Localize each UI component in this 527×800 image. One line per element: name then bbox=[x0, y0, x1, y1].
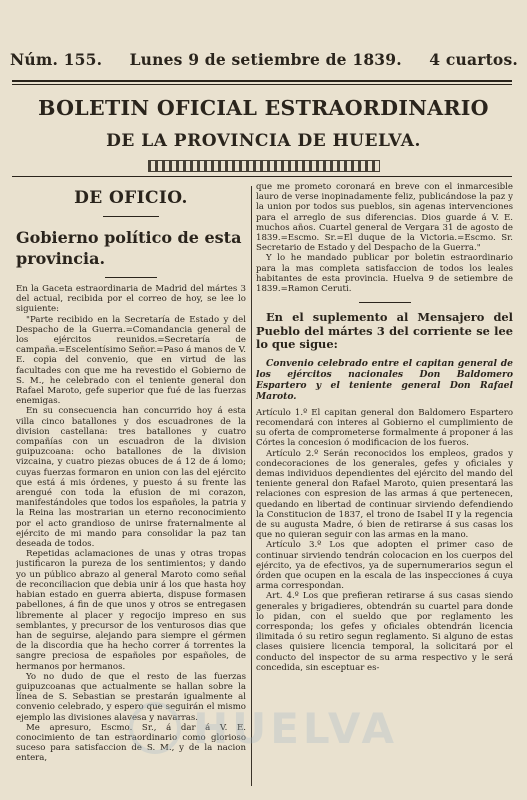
article: Artículo 1.º El capitan general don Baldomero Espartero recomendará con interes al Gobierno el cumplimiento de su oferta de comprometerse formalmente á proponer á las Córtes la concesion ó modificacion de los fueros. bbox=[256, 407, 513, 449]
issue-price: 4 cuartos. bbox=[429, 50, 518, 69]
short-rule bbox=[103, 216, 159, 217]
paragraph: Y lo he mandado publicar por boletin estraordinario para la mas completa satisfaccion de todos los leales habitantes de esta provincia. Huelva 9 de setiembre de 1839.=Ramon Ceruti. bbox=[256, 253, 513, 295]
paragraph: que me prometo coronará en breve con el inmarcesible lauro de verse inopinadamente feliz, publicándose la paz y la union por todos sus pueblos, sin agenas intervenciones para el arreglo de sus diferencias. Dios guarde á V. E. muchos años. Cuartel general de Vergara 31 de agosto de 1839.=Escmo. Sr.=El duque de la Victoria.=Escmo. Sr. Secretario de Estado y del Despacho de la Guerra." bbox=[256, 182, 513, 254]
paragraph: "Parte recibido en la Secretaría de Estado y del Despacho de la Guerra.=Comandancia general de los ejércitos reunidos.=Secretaría de campaña.=Escelentísimo Señor.=Paso á manos de V. E. copia del convenio, que en virtud de las facultades con que me ha revestido el Gobierno de S. M., he celebrado con el teniente general don Rafael Maroto, gefe superior que fué de las fuerzas enemigas. bbox=[16, 314, 246, 407]
article: Artículo 2.º Serán reconocidos los empleos, grados y condecoraciones de los generales, gefes y oficiales y demas individuos dependientes del ejército del mando del teniente general don Rafael Maroto, quien presentará las relaciones con espresion de las armas á que pertenecen, quedando en libertad de continuar sirviendo defendiendo la Constitucion de 1837, el trono de Isabel II y la regencia de su augusta Madre, ó bien de retirarse á sus casas los que no quieran seguir con las armas en la mano. bbox=[256, 448, 513, 541]
header-bottom-rule bbox=[12, 176, 512, 177]
newspaper-subtitle: DE LA PROVINCIA DE HUELVA. bbox=[106, 131, 421, 151]
subsection-heading: Gobierno político de esta provincia. bbox=[16, 228, 242, 268]
supplement-heading: En el suplemento al Mensajero del Pueblo del mártes 3 del corriente se lee lo que sigue: bbox=[256, 310, 513, 352]
paragraph: Yo no dudo de que el resto de las fuerzas guipuzcoanas que actualmente se hallan sobre la línea de S. Sebastian se prestarán igualmente al convenio celebrado, y espero que seguirán el mismo ejemplo las divisiones alavesa y navarras. bbox=[16, 671, 246, 723]
articles bbox=[256, 408, 513, 673]
convenio-heading: Convenio celebrado entre el capitan general de los ejércitos nacionales Don Baldomero Espartero y el teniente general Don Rafael Maroto. bbox=[256, 357, 513, 402]
issue-date: Lunes 9 de setiembre de 1839. bbox=[129, 50, 402, 69]
section-heading: DE OFICIO. bbox=[74, 188, 188, 208]
column-divider bbox=[251, 186, 252, 786]
paragraph: Repetidas aclamaciones de unas y otras tropas justificaron la pureza de los sentimientos; y dando yo un público abrazo al general Maroto como señal de reconciliacion que debia unir á los que hasta hoy habian estado en guerra abierta, dispuse formasen pabellones, á fin de que unos y otros se entregasen libremente al placer y regocijo impreso en sus semblantes, y precursor de los venturosos dias que han de seguirse, alejando para siempre el gérmen de la discordia que ha hecho correr á torrentes la sangre preciosa de españoles por españoles, de hermanos por hermanos. bbox=[16, 549, 246, 672]
article: Artículo 3.º Los que adopten el primer caso de continuar sirviendo tendrán colocacion en los cuerpos del ejército, ya de efectivos, ya de supernumerarios segun el órden que ocupen en la escala de las inspecciones á cuya arma correspondan. bbox=[256, 540, 513, 592]
paragraph: En la Gaceta estraordinaria de Madrid del mártes 3 del actual, recibida por el correo de hoy, se lee lo siguiente: bbox=[16, 284, 246, 315]
watermark-text: HUELVA bbox=[192, 703, 399, 753]
newspaper-title: BOLETIN OFICIAL ESTRAORDINARIO bbox=[38, 96, 489, 120]
short-rule bbox=[359, 302, 411, 303]
paragraph: Me apresuro, Escmo. Sr., á dar á V. E. conocimiento de tan estraordinario como glorioso suceso para satisfaccion de S. M., y de la nacion entera, bbox=[16, 722, 246, 764]
paragraph: En su consecuencia han concurrido hoy á esta villa cinco batallones y dos escuadrones de la division castellana: tres batallones y cuatro compañías con un escuadron de la division guipuzcoana: ocho batallones de la division vizcaina, y cuatro piezas obuces de á 12 de á lomo; cuyas fuerzas formaron en union con las del ejército que está á mis órdenes, y puesto á su frente las arengué con toda la efusion de mi corazon, manifestándoles que todos los españoles, la patria y la Reina las mostrarian un eterno reconocimiento por el acto grandioso de unirse fraternalmente al ejército de mi mando para consolidar la paz tan deseada de todos. bbox=[16, 406, 246, 550]
masthead-rule bbox=[12, 80, 512, 82]
article: Art. 4.º Los que prefieran retirarse á sus casas siendo generales y brigadieres, obtendrán su cuartel para donde lo pidan, con el sueldo que por reglamento les corresponda; los gefes y oficiales obtendrán licencia ilimitada ó su retiro segun reglamento. Si alguno de estas clases quisiere licencia temporal, la solicitará por el conducto del inspector de su arma respectivo y le será concedida, sin esceptuar es- bbox=[256, 591, 513, 673]
issue-number: Núm. 155. bbox=[10, 50, 103, 69]
left-column bbox=[16, 182, 246, 792]
masthead-rule-thin bbox=[12, 84, 512, 85]
right-column bbox=[256, 182, 513, 792]
ornamental-rule bbox=[148, 160, 380, 172]
masthead bbox=[10, 50, 518, 76]
short-rule bbox=[105, 277, 157, 278]
